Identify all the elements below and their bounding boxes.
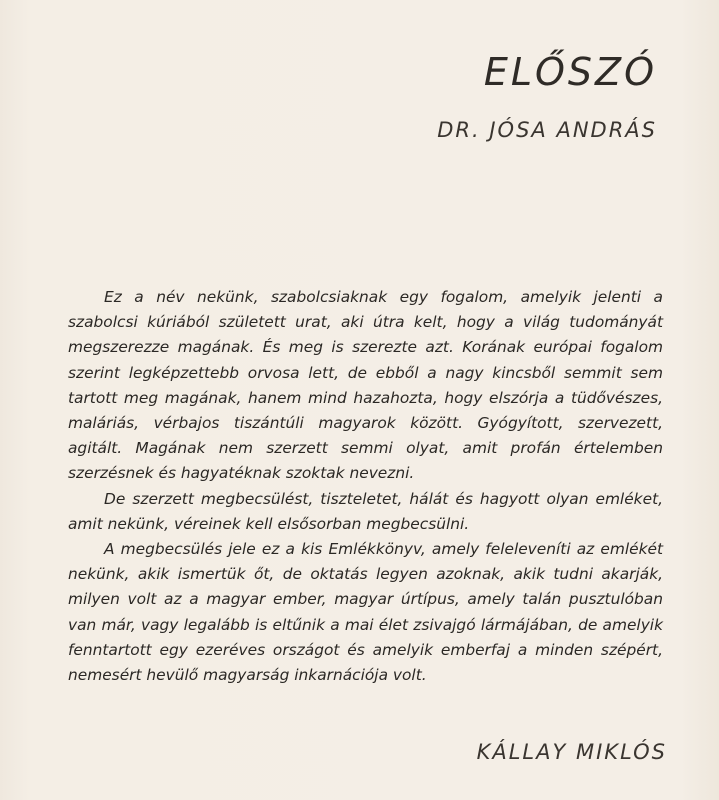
paragraph-3: A megbecsülés jele ez a kis Emlékkönyv, amely feleleveníti az emlékét nekünk, akik ismertük őt, de oktatás legyen azoknak, akik tudni akarják, milyen volt az a magyar ember, magyar úrtípus, amely talán pusztulóban van már, vagy legalább is eltűnik a mai élet zsivajgó lármájában, de amelyik fenntartott egy ezeréves országot és amelyik emberfaj a minden szépért, nemesért hevülő magyarság inkarnációja volt. (68, 540, 663, 685)
paragraph-2: De szerzett megbecsülést, tiszteletet, hálát és hagyott olyan emléket, amit nekünk, véreinek kell elsősorban megbecsülni. (68, 489, 663, 533)
page-title: ELŐSZÓ (483, 50, 657, 94)
subject-name: DR. JÓSA ANDRÁS (437, 118, 657, 142)
body-text (68, 285, 663, 688)
paragraph-1: Ez a név nekünk, szabolcsiaknak egy fogalom, amelyik jelenti a szabolcsi kúriából született urat, aki útra kelt, hogy a világ tudományát megszerezze magának. És meg is szerezte azt. Korának európai fogalom szerint legképzettebb orvosa lett, de ebből a nagy kincsből semmit sem tartott meg magának, hanem mind hazahozta, hogy elszórja a tüdővészes, maláriás, vérbajos tiszántúli magyarok között. Gyógyított, szervezett, agitált. Magának nem szerzett semmi olyat, amit profán értelemben szerzésnek és hagyatéknak szoktak nevezni. (68, 288, 663, 483)
signature: KÁLLAY MIKLÓS (476, 740, 667, 764)
